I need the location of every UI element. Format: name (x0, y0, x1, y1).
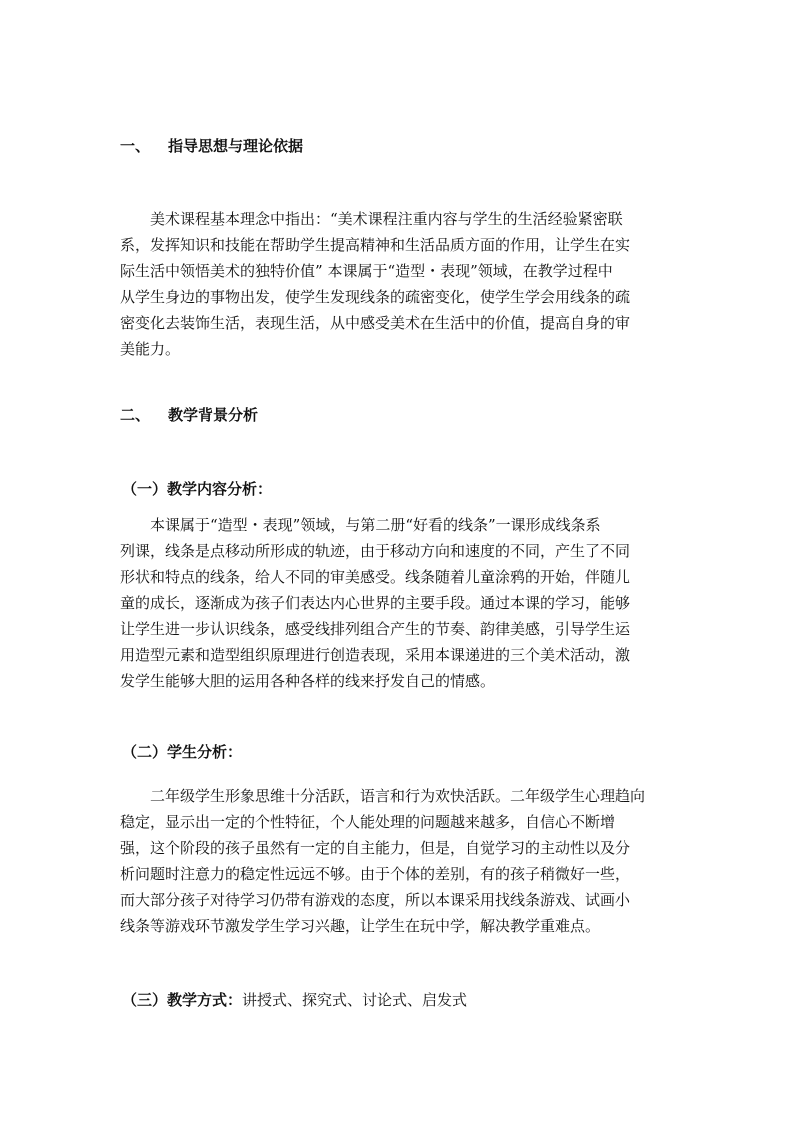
paragraph-line: 析问题时注意力的稳定性远远不够。由于个体的差别，有的孩子稍微好一些， (120, 865, 631, 883)
section-2-title: 教学背景分析 (168, 406, 259, 424)
teaching-methods-label: （三）教学方式： (122, 991, 243, 1009)
paragraph-line: 列课，线条是点移动所形成的轨迹，由于移动方向和速度的不同，产生了不同 (120, 542, 631, 560)
section-1-paragraph (120, 206, 672, 362)
content-analysis-paragraph (120, 512, 672, 694)
paragraph-line: 发学生能够大胆的运用各种各样的线来抒发自己的情感。 (120, 672, 496, 690)
paragraph-line: 稳定，显示出一定的个性特征，个人能处理的问题越来越多，自信心不断增 (120, 813, 616, 831)
paragraph-line: 而大部分孩子对待学习仍带有游戏的态度，所以本课采用找线条游戏、试画小 (120, 891, 631, 909)
student-analysis-paragraph (120, 783, 672, 939)
paragraph-line: 系，发挥知识和技能在帮助学生提高精神和生活品质方面的作用，让学生在实 (120, 236, 631, 254)
paragraph-line: 本课属于“造型・表现”领域，与第二册“好看的线条”一课形成线条系 (120, 516, 601, 534)
paragraph-line: 童的成长，逐渐成为孩子们表达内心世界的主要手段。通过本课的学习，能够 (120, 594, 631, 612)
section-1-heading (120, 136, 303, 156)
paragraph-line: 际生活中领悟美术的独特价值” 本课属于“造型・表现”领域，在教学过程中 (120, 262, 613, 280)
paragraph-line: 强，这个阶段的孩子虽然有一定的自主能力，但是，自觉学习的主动性以及分 (120, 839, 631, 857)
paragraph-line: 让学生进一步认识线条，感受线排列组合产生的节奏、韵律美感，引导学生运 (120, 620, 631, 638)
student-analysis-heading: （二）学生分析： (122, 743, 243, 761)
section-2-number: 二、 (120, 406, 151, 424)
teaching-methods-heading (122, 990, 467, 1010)
section-1-title: 指导思想与理论依据 (168, 137, 304, 155)
section-1-number: 一、 (120, 137, 151, 155)
content-analysis-heading: （一）教学内容分析： (122, 480, 273, 498)
teaching-methods-value: 讲授式、探究式、讨论式、启发式 (242, 991, 468, 1009)
section-2-heading (120, 405, 258, 425)
paragraph-line: 线条等游戏环节激发学生学习兴趣，让学生在玩中学，解决教学重难点。 (120, 917, 601, 935)
paragraph-line: 美术课程基本理念中指出：“美术课程注重内容与学生的生活经验紧密联 (120, 210, 623, 228)
paragraph-line: 美能力。 (120, 340, 181, 358)
paragraph-line: 用造型元素和造型组织原理进行创造表现，采用本课递进的三个美术活动，激 (120, 646, 631, 664)
paragraph-line: 形状和特点的线条，给人不同的审美感受。线条随着儿童涂鸦的开始，伴随儿 (120, 568, 631, 586)
paragraph-line: 从学生身边的事物出发，使学生发现线条的疏密变化，使学生学会用线条的疏 (120, 288, 631, 306)
paragraph-line: 密变化去装饰生活，表现生活，从中感受美术在生活中的价值，提高自身的审 (120, 314, 631, 332)
paragraph-line: 二年级学生形象思维十分活跃，语言和行为欢快活跃。二年级学生心理趋向 (120, 787, 646, 805)
